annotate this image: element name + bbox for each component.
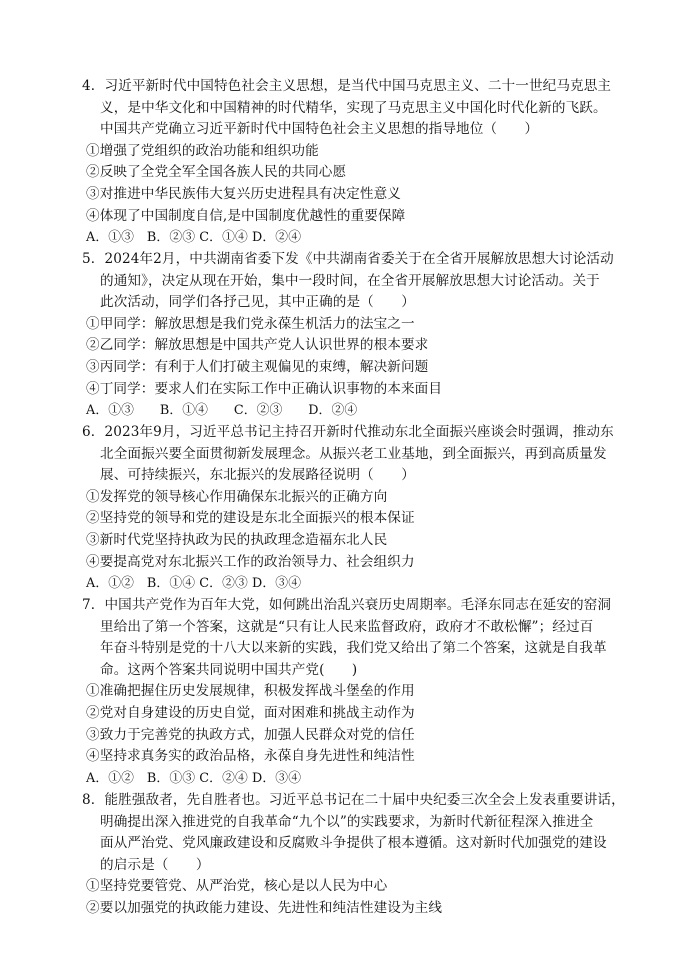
answer-option: ③致力于完善党的执政方式，加强人民群众对党的信任 <box>86 726 415 743</box>
question-stem-line: 面从严治党、党风廉政建设和反腐败斗争提供了根本遵循。这对新时代加强党的建设 <box>100 835 607 852</box>
answer-option: ①发挥党的领导核心作用确保东北振兴的正确方向 <box>86 488 388 505</box>
question-8 <box>82 790 626 920</box>
question-6 <box>82 422 626 595</box>
question-4 <box>82 76 626 249</box>
question-stem-line: 命。这两个答案共同说明中国共产党( ) <box>100 661 358 678</box>
answer-option: ①甲同学：解放思想是我们党永葆生机活力的法宝之一 <box>86 315 415 332</box>
answer-option: ③新时代党坚持执政为民的执政理念造福东北人民 <box>86 531 388 548</box>
question-stem-line: 义，是中华文化和中国精神的时代精华，实现了马克思主义中国化时代化新的飞跃。 <box>100 99 607 116</box>
question-stem-line: 的启示是（ ） <box>100 856 210 873</box>
question-stem-line: 展、可持续振兴，东北振兴的发展路径说明（ ） <box>100 467 415 484</box>
question-stem-line: 年奋斗特别是党的十八大以来新的实践，我们党又给出了第二个答案，这就是自我革 <box>100 640 607 657</box>
answer-option: ②要以加强党的执政能力建设、先进性和纯洁性建设为主线 <box>86 899 443 916</box>
answer-option: ④丁同学：要求人们在实际工作中正确认识事物的本来面目 <box>86 380 443 397</box>
answer-choices: A．①③ B．②③ C．①④ D．②④ <box>86 230 302 246</box>
answer-option: ①增强了党组织的政治功能和组织功能 <box>86 142 319 159</box>
answer-option: ③对推进中华民族伟大复兴历史进程具有决定性意义 <box>86 185 401 202</box>
question-stem-line: 5．2024年2月，中共湖南省委下发《中共湖南省委关于在全省开展解放思想大讨论活动 <box>82 251 614 267</box>
answer-option: ①准确把握住历史发展规律，积极发挥战斗堡垒的作用 <box>86 683 415 700</box>
question-5 <box>82 249 626 422</box>
question-stem-line: 4．习近平新时代中国特色社会主义思想，是当代中国马克思主义、二十一世纪马克思主 <box>82 78 612 94</box>
question-stem-line: 8．能胜强敌者，先自胜者也。习近平总书记在二十届中央纪委三次全会上发表重要讲话， <box>82 792 625 808</box>
answer-option: ①坚持党要管党、从严治党，核心是以人民为中心 <box>86 878 388 895</box>
answer-choices: A．①③ B．①④ C．②③ D．②④ <box>86 403 358 419</box>
answer-option: ③丙同学：有利于人们打破主观偏见的束缚，解决新问题 <box>86 358 429 375</box>
answer-option: ②反映了全党全军全国各族人民的共同心愿 <box>86 164 347 181</box>
answer-option: ④坚持求真务实的政治品格，永葆自身先进性和纯洁性 <box>86 748 415 765</box>
question-7 <box>82 595 626 789</box>
question-stem-line: 的通知》，决定从现在开始，集中一段时间，在全省开展解放思想大讨论活动。关于 <box>100 272 600 289</box>
answer-choices: A．①② B．①③ C．②④ D．③④ <box>86 770 302 786</box>
answer-option: ④要提高党对东北振兴工作的政治领导力、社会组织力 <box>86 553 415 570</box>
question-stem-line: 明确提出深入推进党的自我革命“九个以”的实践要求，为新时代新征程深入推进全 <box>100 813 594 830</box>
question-stem-line: 此次活动，同学们各抒己见，其中正确的是（ ） <box>100 294 415 311</box>
answer-option: ②坚持党的领导和党的建设是东北全面振兴的根本保证 <box>86 510 415 527</box>
question-stem-line: 7．中国共产党作为百年大党，如何跳出治乱兴衰历史周期率。毛泽东同志在延安的窑洞 <box>82 597 612 613</box>
question-stem-line: 6．2023年9月，习近平总书记主持召开新时代推动东北全面振兴座谈会时强调，推动东 <box>82 424 614 440</box>
answer-option: ②党对自身建设的历史自觉，面对困难和挑战主动作为 <box>86 704 415 721</box>
question-stem-line: 里给出了第一个答案，这就是“只有让人民来监督政府，政府才不敢松懈”；经过百 <box>100 618 594 635</box>
answer-option: ④体现了中国制度自信,是中国制度优越性的重要保障 <box>86 207 406 224</box>
question-stem-line: 中国共产党确立习近平新时代中国特色社会主义思想的指导地位（ ） <box>100 121 539 138</box>
answer-choices: A．①② B．①④ C．②③ D．③④ <box>86 576 302 592</box>
question-stem-line: 北全面振兴要全面贯彻新发展理念。从振兴老工业基地，到全面振兴，再到高质量发 <box>100 445 607 462</box>
answer-option: ②乙同学：解放思想是中国共产党人认识世界的根本要求 <box>86 337 429 354</box>
